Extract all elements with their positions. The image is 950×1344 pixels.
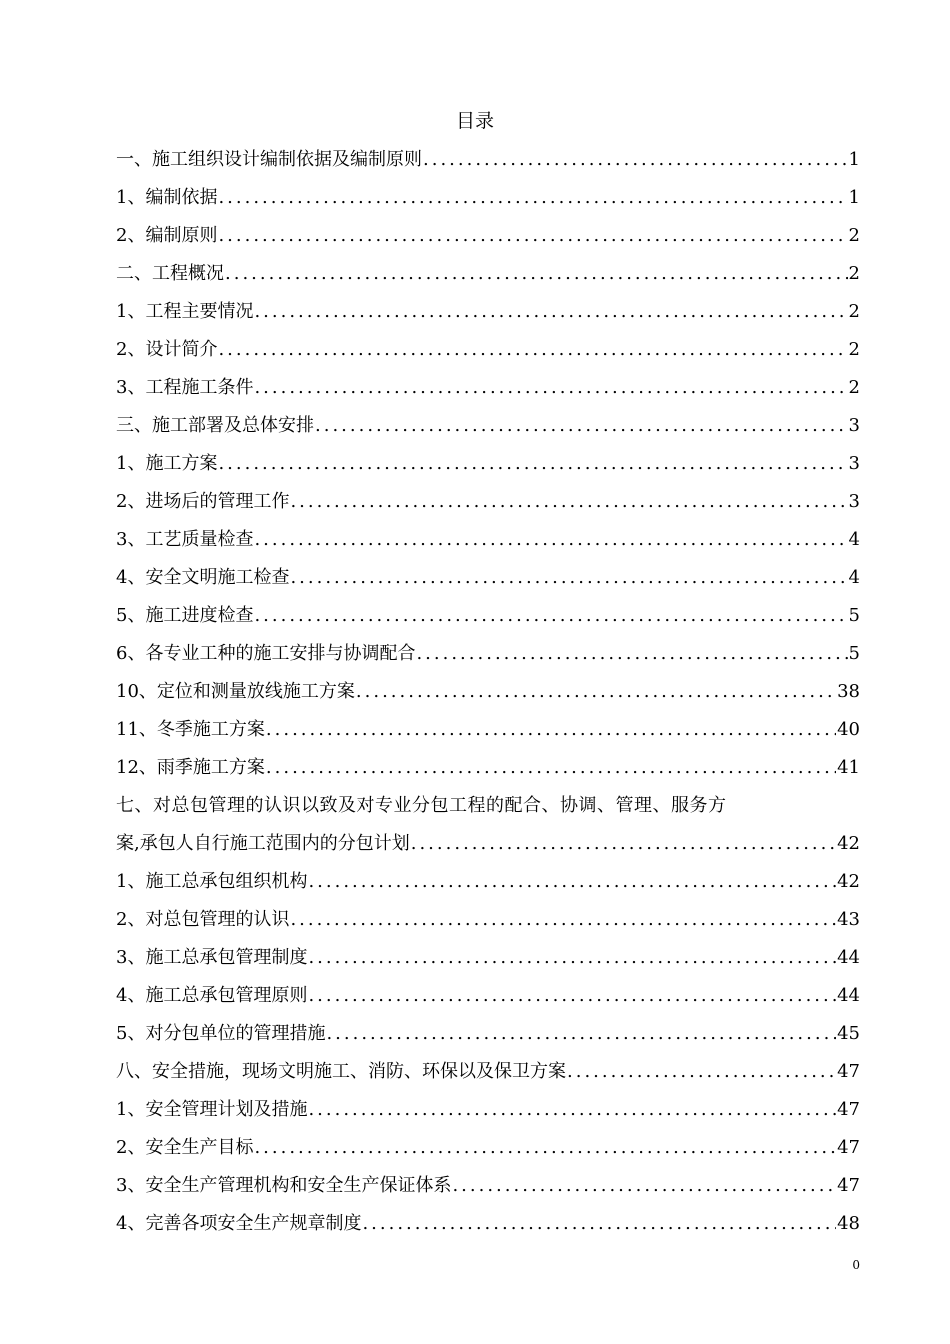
toc-entry-label: 4、完善各项安全生产规章制度 — [116, 1213, 362, 1234]
toc-entry[interactable] — [116, 411, 860, 449]
toc-entry-label: 一、施工组织设计编制依据及编制原则 — [116, 149, 422, 170]
toc-entry-label: 5、施工进度检查 — [116, 605, 254, 626]
toc-leader-dots — [315, 411, 848, 441]
toc-leader-dots — [218, 221, 847, 251]
toc-leader-dots — [356, 677, 836, 707]
toc-entry[interactable] — [116, 905, 860, 943]
toc-entry[interactable] — [116, 677, 860, 715]
toc-leader-dots — [254, 373, 847, 403]
toc-entry[interactable] — [116, 525, 860, 563]
toc-leader-dots — [290, 487, 847, 517]
toc-entry-label: 2、设计简介 — [116, 339, 218, 360]
toc-entry-page: 5 — [848, 643, 860, 664]
toc-leader-dots — [254, 525, 847, 555]
toc-entry-label: 5、对分包单位的管理措施 — [116, 1023, 326, 1044]
toc-leader-dots — [218, 335, 847, 365]
toc-entry-page: 40 — [837, 719, 860, 740]
toc-entry-label: 10、定位和测量放线施工方案 — [116, 681, 355, 702]
toc-leader-dots — [266, 715, 836, 745]
toc-leader-dots — [254, 601, 847, 631]
toc-entry-label: 3、工艺质量检查 — [116, 529, 254, 550]
toc-entry-page: 43 — [837, 909, 860, 930]
toc-leader-dots — [254, 1133, 836, 1163]
toc-entry-label: 6、各专业工种的施工安排与协调配合 — [116, 643, 416, 664]
toc-entry[interactable] — [116, 1019, 860, 1057]
toc-entry[interactable] — [116, 487, 860, 525]
toc-entry[interactable] — [116, 449, 860, 487]
toc-entry-page: 2 — [848, 301, 860, 322]
toc-entry-label-line1: 七、对总包管理的认识以致及对专业分包工程的配合、协调、管理、服务方 — [116, 795, 727, 816]
toc-entry-page: 42 — [837, 833, 860, 854]
toc-entry[interactable] — [116, 563, 860, 601]
toc-entry-label: 2、编制原则 — [116, 225, 218, 246]
toc-entry[interactable] — [116, 867, 860, 905]
toc-entry[interactable] — [116, 183, 860, 221]
toc-leader-dots — [218, 183, 847, 213]
toc-entry-page: 41 — [837, 757, 860, 778]
toc-entry-page: 2 — [848, 377, 860, 398]
toc-entry-label: 3、施工总承包管理制度 — [116, 947, 308, 968]
toc-entry-label: 4、安全文明施工检查 — [116, 567, 290, 588]
toc-entry[interactable] — [116, 297, 860, 335]
toc-entry-page: 48 — [837, 1213, 860, 1234]
toc-entry-page: 3 — [848, 491, 860, 512]
toc-leader-dots — [225, 259, 848, 289]
toc-entry-page: 47 — [837, 1099, 860, 1120]
toc-leader-dots — [290, 905, 836, 935]
toc-entry[interactable] — [116, 943, 860, 981]
toc-entry-label: 2、对总包管理的认识 — [116, 909, 290, 930]
toc-leader-dots — [266, 753, 836, 783]
toc-entry-page: 38 — [837, 681, 860, 702]
table-of-contents — [116, 145, 860, 1247]
toc-entry-label: 1、施工方案 — [116, 453, 218, 474]
toc-entry-page: 4 — [848, 529, 860, 550]
toc-entry-label: 1、施工总承包组织机构 — [116, 871, 308, 892]
toc-entry-label: 二、工程概况 — [116, 263, 224, 284]
toc-entry[interactable] — [116, 601, 860, 639]
toc-leader-dots — [567, 1057, 836, 1087]
toc-entry-page: 2 — [848, 263, 860, 284]
toc-entry-label: 3、安全生产管理机构和安全生产保证体系 — [116, 1175, 452, 1196]
toc-entry[interactable] — [116, 639, 860, 677]
toc-leader-dots — [308, 1095, 836, 1125]
toc-entry[interactable] — [116, 829, 860, 867]
toc-entry-page: 3 — [848, 453, 860, 474]
toc-leader-dots — [423, 145, 848, 175]
toc-leader-dots — [362, 1209, 836, 1239]
toc-entry-label: 1、安全管理计划及措施 — [116, 1099, 308, 1120]
toc-entry-heading-line[interactable] — [116, 791, 860, 829]
toc-entry[interactable] — [116, 981, 860, 1019]
toc-entry-page: 47 — [837, 1175, 860, 1196]
toc-entry-page: 47 — [837, 1061, 860, 1082]
toc-entry-label: 1、工程主要情况 — [116, 301, 254, 322]
toc-entry-page: 45 — [837, 1023, 860, 1044]
toc-leader-dots — [254, 297, 847, 327]
toc-entry[interactable] — [116, 373, 860, 411]
toc-entry[interactable] — [116, 221, 860, 259]
toc-entry-page: 5 — [848, 605, 860, 626]
toc-entry-label: 4、施工总承包管理原则 — [116, 985, 308, 1006]
toc-entry-label: 12、雨季施工方案 — [116, 757, 265, 778]
toc-entry[interactable] — [116, 145, 860, 183]
toc-entry-label: 2、安全生产目标 — [116, 1137, 254, 1158]
toc-entry-page: 42 — [837, 871, 860, 892]
toc-entry-page: 1 — [848, 149, 860, 170]
toc-leader-dots — [308, 867, 836, 897]
toc-leader-dots — [290, 563, 847, 593]
toc-entry-label: 案,承包人自行施工范围内的分包计划 — [116, 833, 410, 854]
toc-entry-label: 11、冬季施工方案 — [116, 719, 265, 740]
toc-entry[interactable] — [116, 1171, 860, 1209]
toc-entry[interactable] — [116, 1133, 860, 1171]
toc-entry-label: 1、编制依据 — [116, 187, 218, 208]
toc-entry-page: 47 — [837, 1137, 860, 1158]
toc-entry[interactable] — [116, 1057, 860, 1095]
toc-entry-page: 44 — [837, 985, 860, 1006]
toc-entry[interactable] — [116, 753, 860, 791]
toc-leader-dots — [452, 1171, 836, 1201]
toc-leader-dots — [308, 981, 836, 1011]
toc-entry-label: 三、施工部署及总体安排 — [116, 415, 314, 436]
toc-entry-page: 1 — [848, 187, 860, 208]
toc-entry-page: 2 — [848, 225, 860, 246]
toc-entry-page: 4 — [848, 567, 860, 588]
toc-entry-page: 3 — [848, 415, 860, 436]
toc-entry-page: 44 — [837, 947, 860, 968]
toc-leader-dots — [218, 449, 847, 479]
toc-entry-label: 八、安全措施，现场文明施工、消防、环保以及保卫方案 — [116, 1061, 566, 1082]
page-number: 0 — [852, 1258, 860, 1272]
toc-leader-dots — [326, 1019, 836, 1049]
toc-leader-dots — [308, 943, 836, 973]
toc-entry[interactable] — [116, 715, 860, 753]
toc-entry-page: 2 — [848, 339, 860, 360]
toc-leader-dots — [411, 829, 836, 859]
toc-entry[interactable] — [116, 1209, 860, 1247]
toc-entry[interactable] — [116, 259, 860, 297]
toc-entry-label: 2、进场后的管理工作 — [116, 491, 290, 512]
toc-leader-dots — [416, 639, 847, 669]
toc-entry[interactable] — [116, 1095, 860, 1133]
toc-entry-label: 3、工程施工条件 — [116, 377, 254, 398]
toc-entry[interactable] — [116, 335, 860, 373]
page-title: 目录 — [455, 110, 494, 132]
